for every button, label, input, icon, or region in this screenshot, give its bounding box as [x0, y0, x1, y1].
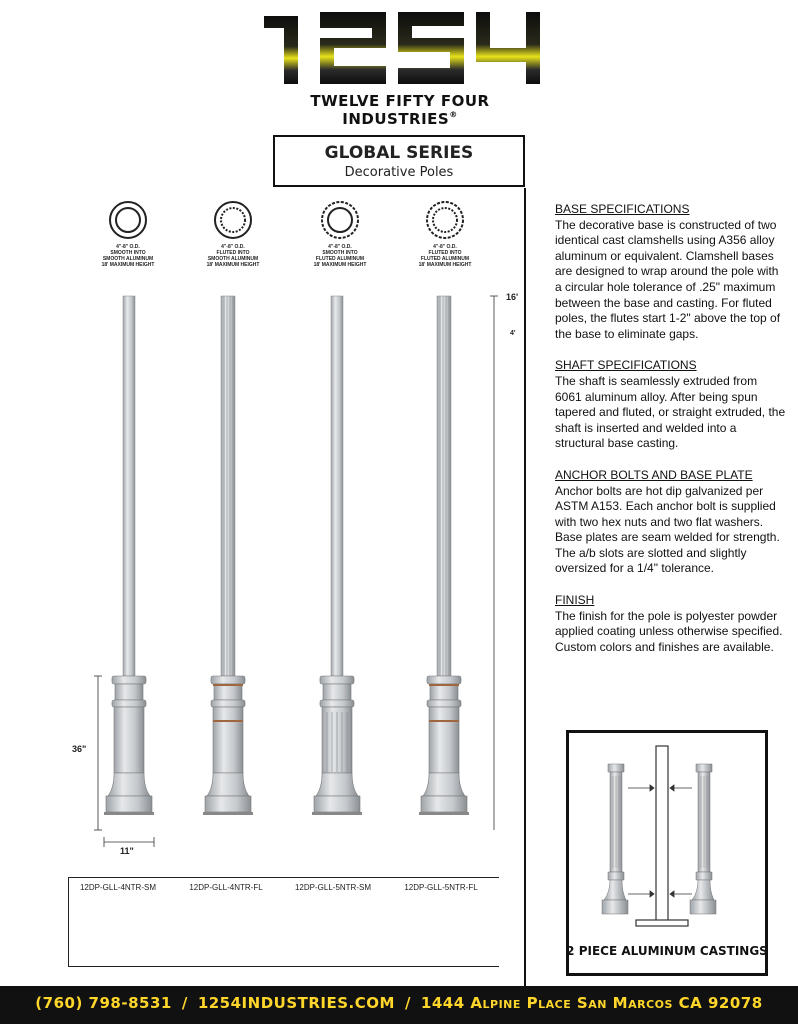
- shaft-specifications: SHAFT SPECIFICATIONS The shaft is seamlessly extruded from 6061 aluminum alloy. After being spun tapered and fluted, or straight extruded, the shaft is inserted and welded into a structural base casting.: [555, 358, 786, 451]
- smooth-fluted-section-icon: [322, 202, 358, 238]
- part-number: 12DP-GLL-5NTR-SM: [294, 883, 371, 892]
- cross-section-icons: [100, 200, 480, 244]
- series-title-box: [273, 135, 525, 187]
- pole-drawings: [60, 290, 520, 870]
- left-casting-half: [602, 764, 628, 914]
- pole-fluted-fluted: [419, 296, 469, 815]
- height-label: 16': [506, 292, 519, 302]
- footer-address: 1444 Alpine Place San Marcos CA 92078: [420, 994, 763, 1012]
- cross-section-caption: 4"-8" O.D. FLUTED INTO SMOOTH ALUMINUM 18' MAXIMUM HEIGHT: [206, 244, 260, 268]
- finish-specifications: FINISH The finish for the pole is polyester powder applied coating unless otherwise specified. Custom colors and finishes are available.: [555, 593, 783, 654]
- base-width-label: 11": [120, 846, 134, 856]
- column-divider: [524, 188, 526, 988]
- anchor-bolts-specifications: ANCHOR BOLTS AND BASE PLATE Anchor bolts are hot dip galvanized per ASTM A153. Each anchor bolt is supplied with two hex nuts and two flat washers. Base plates are seam welded for strength. The a/b slots are slotted and slightly oversized for a 1/4" tolerance.: [555, 467, 780, 576]
- castings-diagram: [580, 742, 740, 938]
- series-title: GLOBAL SERIES: [324, 143, 474, 163]
- right-casting-half: [690, 764, 716, 914]
- height-dimension: [490, 296, 498, 830]
- footer-contact: (760) 798-8531 / 1254INDUSTRIES.COM / 1444 Alpine Place San Marcos CA 92078: [35, 994, 763, 1012]
- footer-phone[interactable]: (760) 798-8531: [35, 994, 172, 1012]
- pole-smooth-smooth: [104, 296, 154, 815]
- brand-logo: [258, 4, 548, 92]
- part-number: 12DP-GLL-5NTR-FL: [404, 883, 478, 892]
- fluted-fluted-section-icon: [427, 202, 463, 238]
- footer-website[interactable]: 1254INDUSTRIES.COM: [197, 994, 395, 1012]
- height-sub-label: 4': [510, 330, 516, 337]
- part-number: 12DP-GLL-4NTR-SM: [79, 883, 156, 892]
- base-height-label: 36": [72, 744, 87, 754]
- specifications: [555, 202, 787, 671]
- cross-section-caption: 4"-8" O.D. SMOOTH INTO SMOOTH ALUMINUM 18' MAXIMUM HEIGHT: [101, 244, 155, 268]
- fluted-smooth-section-icon: [215, 202, 251, 238]
- base-specifications: BASE SPECIFICATIONS The decorative base is constructed of two identical cast clamshells using A356 alloy aluminum or equivalent. Clamshell bases are designed to wrap around the pole with a circular hole tolerance of .25" maximum between the base and casting. For fluted poles, the flutes start 1-2" above the top of the base to eliminate gaps.: [555, 202, 781, 341]
- base-height-dimension: [94, 676, 102, 830]
- cross-section-caption: 4"-8" O.D. FLUTED INTO FLUTED ALUMINUM 18' MAXIMUM HEIGHT: [418, 244, 472, 268]
- cross-section-caption: 4"-8" O.D. SMOOTH INTO FLUTED ALUMINUM 18' MAXIMUM HEIGHT: [313, 244, 367, 268]
- smooth-smooth-section-icon: [110, 202, 146, 238]
- pole-fluted-smooth: [203, 296, 253, 815]
- series-subtitle: Decorative Poles: [344, 165, 454, 180]
- pole-smooth-fluted: [312, 296, 362, 815]
- part-number: 12DP-GLL-4NTR-FL: [189, 883, 263, 892]
- brand-tagline: TWELVE FIFTY FOUR INDUSTRIES®: [310, 92, 490, 128]
- castings-label: 2 PIECE ALUMINUM CASTINGS: [566, 944, 768, 958]
